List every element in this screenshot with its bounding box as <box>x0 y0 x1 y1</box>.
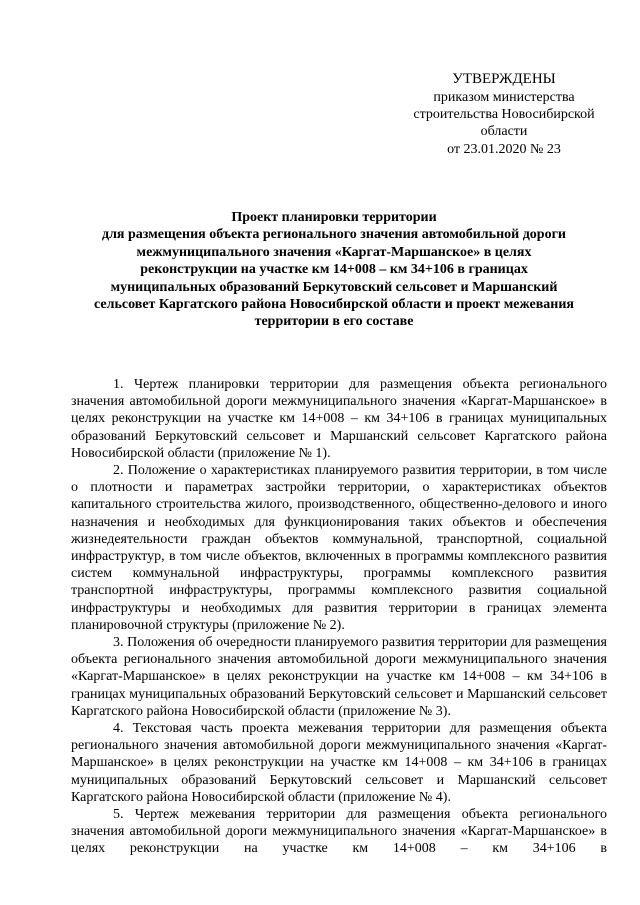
title-line: межмуниципального значения «Каргат-Маршанское» в целях <box>136 244 532 260</box>
title-line: муниципальных образований Беркутовский сельсовет и Маршанский <box>110 279 558 295</box>
approval-line: области <box>480 124 528 140</box>
approval-line: строительства Новосибирской <box>413 107 595 123</box>
title-line: Проект планировки территории <box>231 210 437 225</box>
paragraph-2: 2. Положение о характеристиках планируемого развития территории, в том числе о плотности и параметрах застройки территории, о характеристиках объектов капитального строительства жилого, производственного, общественно-делового и иного назначения и необходимых для функционирования таких объектов и обеспечения жизнедеятельности граждан объектов коммунальной, транспортной, социальной инфраструктур, в том числе объектов, включенных в программы комплексного развития систем коммунальной инфраструктуры, программы комплексного развития транспортной инфраструктуры, программы комплексного развития социальной инфраструктуры и необходимых для развития территории в границах элемента планировочной структуры (приложение № 2). <box>71 463 607 633</box>
paragraph-3: 3. Положения об очередности планируемого развития территории для размещения объекта регионального значения автомобильной дороги межмуниципального значения «Каргат-Маршанское» в целях реконструкции на участке км 14+008 – км 34+106 в границах муниципальных образований Беркутовский сельсовет и Маршанский сельсовет Каргатского района Новосибирской области (приложение № 3). <box>71 635 607 719</box>
approval-line: приказом министерства <box>433 90 575 105</box>
approval-heading: УТВЕРЖДЕНЫ <box>452 71 556 87</box>
title-line: для размещения объекта регионального значения автомобильной дороги <box>102 227 566 243</box>
paragraph-4: 4. Текстовая часть проекта межевания территории для размещения объекта регионального значения автомобильной дороги межмуниципального значения «Каргат-Маршанское» в целях реконструкции на участке км 14+008 – км 34+106 в границах муниципальных образований Беркутовский сельсовет и Маршанский сельсовет Каргатского района Новосибирской области (приложение № 4). <box>71 721 607 805</box>
paragraph-5: 5. Чертеж межевания территории для размещения объекта регионального значения автомобильной дороги межмуниципального значения «Каргат-Маршанское» в целях реконструкции на участке км 14+008 – км 34+106 в <box>71 807 607 857</box>
paragraph-1: 1. Чертеж планировки территории для размещения объекта регионального значения автомобильной дороги межмуниципального значения «Каргат-Маршанское» в целях реконструкции на участке км 14+008 – км 34+106 в границах муниципальных образований Беркутовский сельсовет и Маршанский сельсовет Каргатского района Новосибирской области (приложение № 1). <box>71 377 607 461</box>
document-body <box>71 376 607 858</box>
document-title <box>64 209 604 331</box>
approval-date: от 23.01.2020 № 23 <box>447 141 561 157</box>
approval-stamp <box>398 70 610 158</box>
title-line: реконструкции на участке км 14+008 – км 34+106 в границах <box>140 262 528 278</box>
title-line: сельсовет Каргатского района Новосибирской области и проект межевания <box>94 297 574 313</box>
title-line: территории в его составе <box>254 314 414 330</box>
